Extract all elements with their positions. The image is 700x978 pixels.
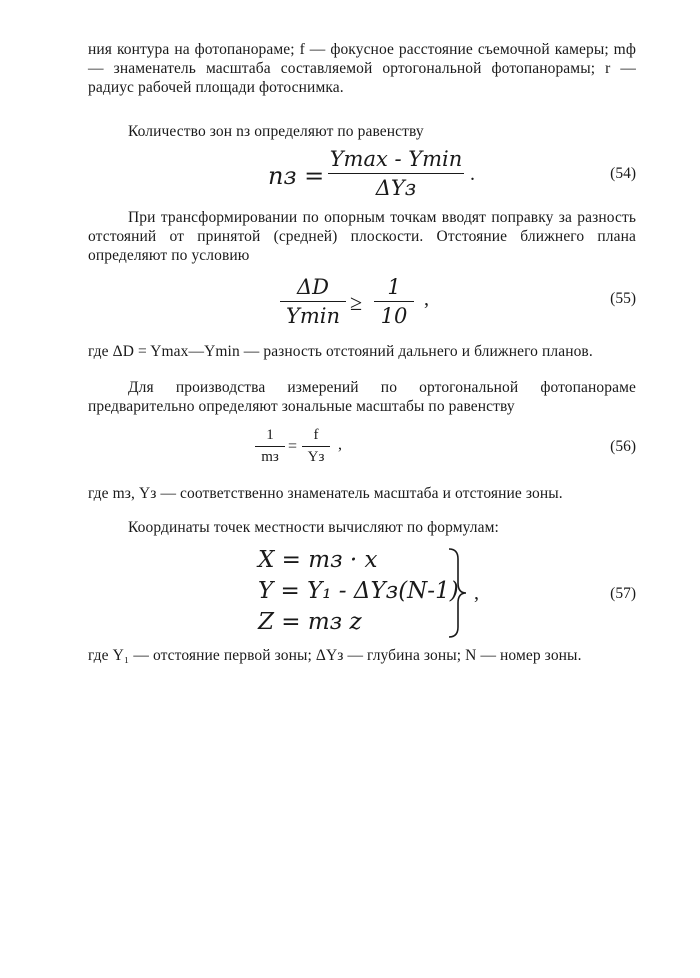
eq54-fraction-bar <box>328 173 464 174</box>
eq56-numerator: 1 <box>266 427 274 443</box>
paragraph-8: где Y₁ — отстояние первой зоны; ΔYз — глубина зоны; N — номер зоны. <box>88 647 582 664</box>
eq57-line-1: X = mз · x <box>258 547 378 573</box>
eq55-fraction-right <box>374 275 414 328</box>
eq54-fraction <box>328 147 464 200</box>
eq56-fraction-bar-right <box>302 446 330 447</box>
eq54-tail: . <box>470 163 475 185</box>
paragraph-4: где ΔD = Ymax—Ymin — разность отстояний дальнего и ближнего планов. <box>88 343 593 360</box>
eq55-denominator: Ymin <box>285 304 341 328</box>
eq56-tail: , <box>338 436 342 453</box>
paragraph-3: При трансформировании по опорным точкам вводят поправку за разность отстояний от принятой (средней) плоскости. Отстояние ближнего плана определяют по условию <box>88 209 636 264</box>
eq57-number: (57) <box>610 585 636 602</box>
eq55-number: (55) <box>610 290 636 307</box>
paragraph-5: Для производства измерений по ортогональной фотопанораме предварительно определяют зональные масштабы по равенству <box>88 379 636 415</box>
eq54-lhs: nз = <box>268 162 325 190</box>
eq56-number: (56) <box>610 438 636 455</box>
eq56-fraction-right <box>302 427 330 466</box>
eq55-fraction-bar-right <box>374 301 414 302</box>
eq56-fraction-bar-left <box>255 446 285 447</box>
eq54-denominator: ΔYз <box>375 176 417 200</box>
eq55-fraction-left <box>280 275 346 328</box>
eq57-line-2: Y = Y₁ - ΔYз(N-1) <box>258 578 459 604</box>
paragraph-2: Количество зон nз определяют по равенству <box>128 123 424 140</box>
eq55-fraction-bar-left <box>280 301 346 302</box>
eq56-numerator-2: f <box>313 427 319 443</box>
paragraph-1: ния контура на фотопанораме; f — фокусное расстояние съемочной камеры; mф — знаменатель масштаба составляемой ортогональной фотопанорамы; r — радиус рабочей площади фотоснимка. <box>88 41 636 96</box>
eq54-numerator: Ymax - Ymin <box>329 147 463 171</box>
eq56-fraction-left <box>255 427 285 466</box>
eq55-operator: ≥ <box>350 290 363 315</box>
eq55-numerator: ΔD <box>296 275 329 299</box>
eq56-denominator-2: Yз <box>307 449 325 465</box>
right-brace-icon <box>446 547 472 639</box>
eq57-tail: , <box>474 582 479 604</box>
eq56-denominator: mз <box>261 449 279 465</box>
eq55-numerator-2: 1 <box>387 275 401 299</box>
paragraph-6: где mз, Yз — соответственно знаменатель масштаба и отстояние зоны. <box>88 485 563 502</box>
eq56-operator: = <box>288 438 298 455</box>
paragraph-7: Координаты точек местности вычисляют по формулам: <box>128 519 499 536</box>
eq54-number: (54) <box>610 165 636 182</box>
eq55-denominator-2: 10 <box>380 304 408 328</box>
eq55-tail: , <box>424 288 429 310</box>
eq57-line-3: Z = mз z <box>258 609 362 635</box>
